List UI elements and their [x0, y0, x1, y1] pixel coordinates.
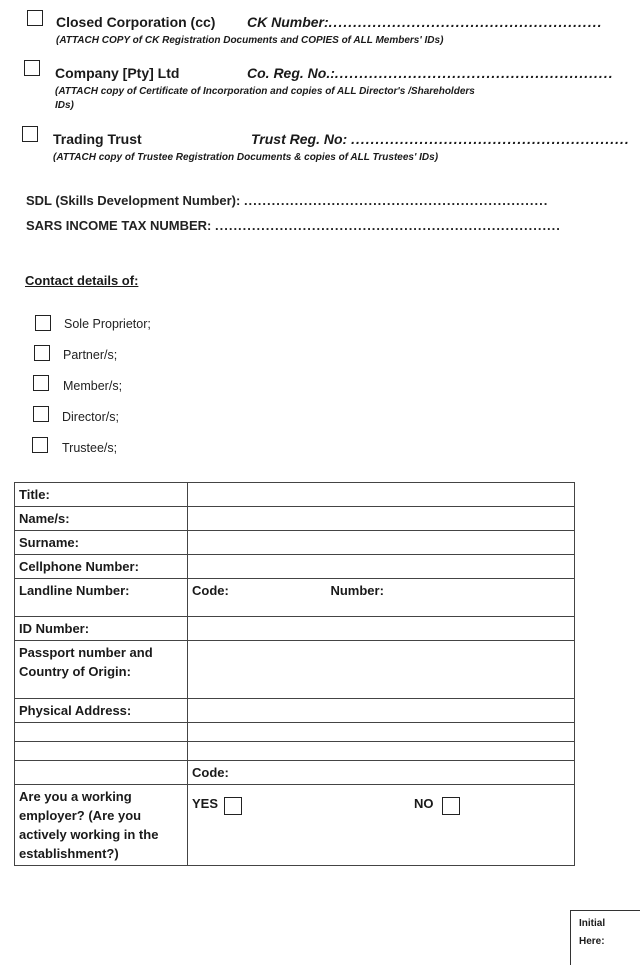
- address-blank-label-3: [15, 761, 188, 785]
- trading-trust-note: (ATTACH copy of Trustee Registration Documents & copies of ALL Trustees' IDs): [53, 152, 439, 163]
- address-blank-label-2: [15, 742, 188, 761]
- id-number-label: ID Number:: [15, 617, 188, 641]
- company-checkbox[interactable]: [24, 60, 40, 76]
- director-checkbox[interactable]: [33, 406, 49, 422]
- company-label: Company [Pty] Ltd: [55, 65, 180, 81]
- passport-label: Passport number and Country of Origin:: [15, 641, 188, 699]
- ck-number-dots[interactable]: ........................................................: [328, 14, 603, 30]
- sdl-field: SDL (Skills Development Number): ..................................................................: [26, 193, 549, 208]
- company-note-line1: (ATTACH copy of Certificate of Incorporation and copies of ALL Director's /Shareholders: [55, 86, 475, 97]
- names-label: Name/s:: [15, 507, 188, 531]
- sole-proprietor-label: Sole Proprietor;: [64, 317, 151, 331]
- initial-here-box[interactable]: [570, 910, 640, 965]
- sars-dots[interactable]: ...........................................................................: [215, 218, 561, 233]
- address-input-cell-2[interactable]: [188, 723, 575, 742]
- here-label: Here:: [579, 936, 605, 947]
- closed-corporation-label: Closed Corporation (cc): [56, 14, 216, 30]
- company-note-line2: IDs): [55, 100, 74, 111]
- ck-number-label: CK Number:........................................................: [247, 14, 603, 30]
- landline-input-cell[interactable]: [188, 579, 575, 617]
- contact-details-heading: Contact details of:: [25, 273, 139, 288]
- working-employer-label: Are you a working employer? (Are you actively working in the establishment?): [15, 785, 188, 866]
- trustee-label: Trustee/s;: [62, 441, 118, 455]
- address-code-cell[interactable]: [188, 761, 575, 785]
- closed-corporation-note: (ATTACH COPY of CK Registration Documents and COPIES of ALL Members' IDs): [56, 35, 444, 46]
- sars-field: SARS INCOME TAX NUMBER: ...........................................................................: [26, 218, 561, 233]
- no-checkbox[interactable]: [442, 797, 460, 815]
- address-code-label: Code:: [192, 765, 229, 780]
- trust-reg-dots[interactable]: .........................................................: [351, 131, 630, 147]
- address-blank-label-1: [15, 723, 188, 742]
- member-checkbox[interactable]: [33, 375, 49, 391]
- landline-number-label: Number:: [330, 583, 384, 598]
- id-number-input-cell[interactable]: [188, 617, 575, 641]
- co-reg-label: Co. Reg. No.:.........................................................: [247, 65, 614, 81]
- passport-input-cell[interactable]: [188, 641, 575, 699]
- working-employer-answer-cell: [188, 785, 575, 866]
- closed-corporation-checkbox[interactable]: [27, 10, 43, 26]
- address-label: Physical Address:: [15, 699, 188, 723]
- yes-label: YES: [192, 796, 219, 811]
- member-label: Member/s;: [63, 379, 123, 393]
- contact-details-table: [14, 482, 575, 866]
- address-input-cell-1[interactable]: [188, 699, 575, 723]
- surname-label: Surname:: [15, 531, 188, 555]
- names-input-cell[interactable]: [188, 507, 575, 531]
- trading-trust-label: Trading Trust: [53, 131, 142, 147]
- director-label: Director/s;: [62, 410, 119, 424]
- sole-proprietor-checkbox[interactable]: [35, 315, 51, 331]
- trading-trust-checkbox[interactable]: [22, 126, 38, 142]
- title-input-cell[interactable]: [188, 483, 575, 507]
- initial-label: Initial: [579, 918, 606, 929]
- trustee-checkbox[interactable]: [32, 437, 48, 453]
- landline-code-label: Code:: [192, 583, 229, 598]
- partner-checkbox[interactable]: [34, 345, 50, 361]
- address-input-cell-3[interactable]: [188, 742, 575, 761]
- co-reg-dots[interactable]: .........................................................: [334, 65, 614, 81]
- partner-label: Partner/s;: [63, 348, 118, 362]
- surname-input-cell[interactable]: [188, 531, 575, 555]
- landline-label: Landline Number:: [15, 579, 188, 617]
- sdl-dots[interactable]: ..................................................................: [243, 193, 549, 208]
- no-label: NO: [414, 796, 434, 811]
- trust-reg-label: Trust Reg. No: .........................................................: [251, 131, 630, 147]
- cellphone-input-cell[interactable]: [188, 555, 575, 579]
- yes-checkbox[interactable]: [224, 797, 242, 815]
- cellphone-label: Cellphone Number:: [15, 555, 188, 579]
- title-label: Title:: [15, 483, 188, 507]
